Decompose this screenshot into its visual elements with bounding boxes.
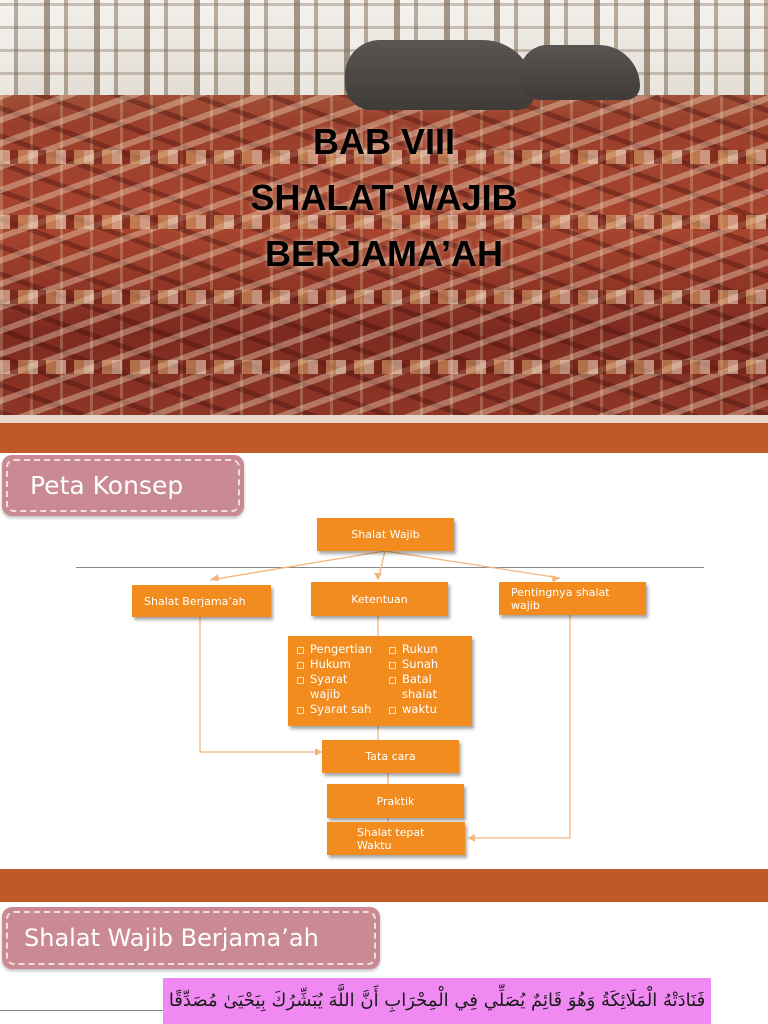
concept-node-label: Praktik bbox=[376, 794, 415, 808]
concept-node-label: Shalat tepat Waktu bbox=[357, 825, 425, 852]
concept-branch-left bbox=[132, 585, 271, 617]
list-item: Sunah bbox=[388, 657, 468, 672]
concept-tata-cara bbox=[322, 740, 459, 773]
heading-text: Shalat Wajib Berjama’ah bbox=[24, 924, 319, 952]
list-item: Rukun bbox=[388, 642, 468, 657]
ketentuan-list-left bbox=[296, 642, 380, 717]
list-item: Hukum bbox=[296, 657, 380, 672]
list-item: Syarat sah bbox=[296, 702, 380, 717]
concept-praktik bbox=[327, 784, 464, 818]
concept-branch-label: Pentingnya shalat wajib bbox=[511, 585, 610, 612]
ketentuan-list bbox=[288, 636, 472, 726]
list-item: Syarat wajib bbox=[296, 672, 360, 702]
divider-line bbox=[0, 1010, 163, 1011]
title-line: BAB VIII bbox=[312, 121, 455, 162]
list-item: Pengertian bbox=[296, 642, 380, 657]
concept-root bbox=[317, 518, 454, 551]
concept-root-label: Shalat Wajib bbox=[351, 528, 420, 541]
concept-node-label: Tata cara bbox=[365, 750, 416, 763]
quran-verse: فَنَادَتْهُ الْمَلَائِكَةُ وَهُوَ قَائِمٌ يُصَلِّي فِي الْمِحْرَابِ أَنَّ اللَّهَ يُبَشِّرُكَ بِيَحْيَىٰ مُصَدِّقًا bbox=[163, 978, 711, 1024]
orange-band bbox=[0, 869, 768, 902]
section-heading bbox=[2, 907, 380, 969]
concept-branch-middle bbox=[311, 582, 448, 616]
ketentuan-list-right bbox=[388, 642, 468, 717]
list-item: waktu bbox=[388, 702, 468, 717]
concept-branch-label: Shalat Berjama’ah bbox=[144, 594, 246, 608]
concept-tepat-waktu bbox=[327, 822, 465, 855]
list-item: Batal shalat bbox=[388, 672, 448, 702]
title-line: BERJAMA’AH bbox=[264, 233, 504, 274]
concept-branch-label: Ketentuan bbox=[351, 592, 408, 606]
heading-text: Peta Konsep bbox=[30, 471, 184, 500]
title-line: SHALAT WAJIB bbox=[250, 177, 518, 218]
concept-branch-right bbox=[499, 582, 646, 615]
